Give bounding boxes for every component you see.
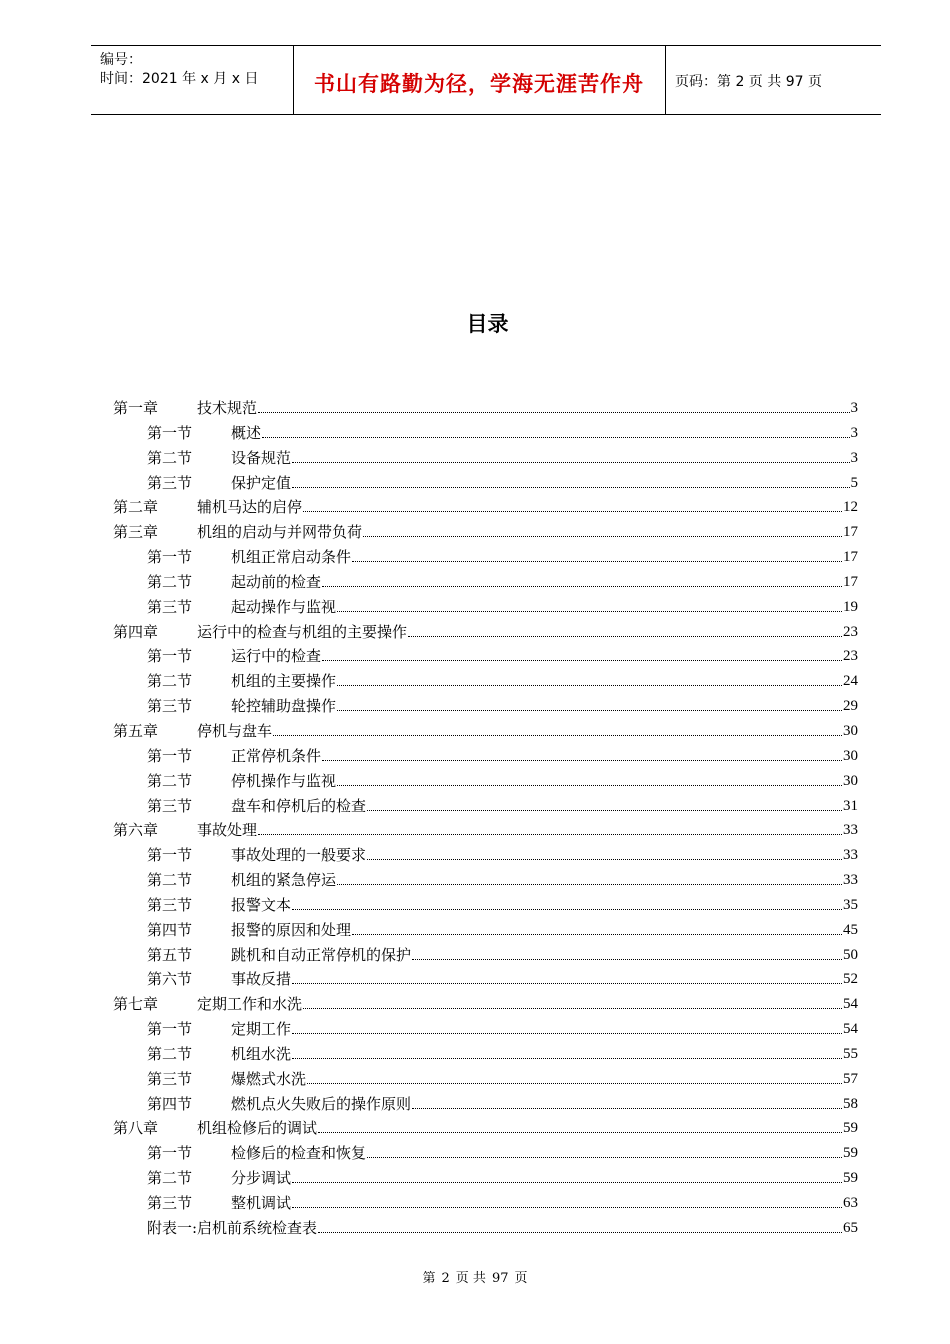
toc-entry[interactable] [113,895,858,920]
toc-entry-label: 第三节 [147,473,193,492]
motto: 书山有路勤为径，学海无涯苦作舟 [314,72,644,96]
toc-entry[interactable] [113,1143,858,1168]
toc-entry-page: 30 [843,747,858,764]
toc-leader-dots [367,809,842,811]
toc-entry-page: 63 [843,1195,858,1211]
toc-entry[interactable] [113,1044,858,1069]
toc-entry-label: 第二节 [147,448,193,467]
toc-entry-page: 3 [850,449,858,466]
toc-entry-page: 31 [843,797,858,814]
toc-entry-label: 第三节 [147,1194,193,1212]
toc-entry[interactable] [113,423,858,448]
toc-entry[interactable] [113,547,858,572]
toc-entry[interactable] [113,398,858,423]
toc-leader-dots [262,436,849,438]
toc-entry-page: 3 [850,424,858,441]
toc-entry-page: 52 [843,971,858,988]
toc-leader-dots [367,858,842,860]
toc-entry-label: 第三节 [147,895,193,914]
toc-entry[interactable] [113,945,858,970]
toc-entry-page: 5 [850,474,858,491]
toc-entry-label: 第四节 [147,1094,193,1113]
toc-entry-title: 机组水洗 [231,1044,292,1063]
toc-entry-label: 第三节 [147,697,193,716]
toc-entry[interactable] [113,1069,858,1094]
toc-leader-dots [363,535,842,537]
toc-entry[interactable] [113,994,858,1019]
page-info: 页码：第 2 页 共 97 页 [675,74,822,90]
header-meta-cell [91,46,294,114]
toc-entry[interactable] [113,1168,858,1193]
toc-entry-page: 45 [843,921,858,938]
page-footer [0,1267,950,1286]
toc-entry-page: 55 [843,1045,858,1062]
toc-entry-title: 燃机点火失败后的操作原则 [231,1094,412,1113]
footer-prefix: 第 [422,1271,436,1286]
toc-entry-title: 机组正常启动条件 [231,548,352,567]
toc-entry[interactable] [113,771,858,796]
toc-leader-dots [337,709,842,711]
toc-leader-dots [337,684,842,686]
toc-entry-title: 报警文本 [231,895,292,914]
toc-entry-page: 57 [843,1070,858,1087]
toc-entry-title: 正常停机条件 [231,746,322,765]
toc-entry[interactable] [113,1218,858,1243]
toc-entry[interactable] [113,845,858,870]
toc-entry-title: 设备规范 [231,448,292,467]
toc-entry-title: 盘车和停机后的检查 [231,796,367,815]
toc-entry-label: 第四节 [147,920,193,939]
toc-entry-title: 跳机和自动正常停机的保护 [231,945,412,964]
toc-entry-label: 第二节 [147,871,193,890]
toc-entry-label: 第三节 [147,796,193,815]
toc-entry[interactable] [113,497,858,522]
toc-entry-page: 58 [843,1095,858,1112]
toc-leader-dots [292,1181,842,1183]
toc-entry-page: 29 [843,698,858,715]
toc-entry-title: 机组的启动与并网带负荷 [197,523,363,542]
toc-entry-label: 第二节 [147,1169,193,1188]
toc-entry-title: 起动操作与监视 [231,597,337,616]
toc-entry-label: 第一节 [147,647,193,666]
toc-leader-dots [352,933,842,935]
toc-leader-dots [318,1231,842,1233]
toc-entry-title: 检修后的检查和恢复 [231,1144,367,1163]
toc-entry-label: 第二节 [147,672,193,691]
toc-entry-page: 33 [843,847,858,864]
toc-entry[interactable] [113,1019,858,1044]
toc-leader-dots [352,560,842,562]
toc-entry[interactable] [113,696,858,721]
toc-entry-title: 事故处理 [197,821,258,840]
toc-entry-page: 17 [843,549,858,566]
toc-leader-dots [367,1156,842,1158]
toc-entry[interactable] [113,671,858,696]
toc-entry-label: 第一章 [113,399,159,417]
toc-entry-title: 分步调试 [231,1169,292,1188]
toc-entry-label: 第七章 [113,995,159,1014]
toc-entry[interactable] [113,796,858,821]
toc-entry[interactable] [113,622,858,647]
toc-leader-dots [292,486,849,488]
toc-entry-label: 第一节 [147,548,193,567]
toc-leader-dots [337,610,842,612]
toc-entry-title: 机组检修后的调试 [197,1119,318,1138]
toc-entry[interactable] [113,597,858,622]
toc-entry-title: 附表一:启机前系统检查表 [147,1218,318,1237]
toc-leader-dots [292,461,849,463]
toc-leader-dots [318,1131,842,1133]
toc-entry-page: 30 [843,772,858,789]
toc-leader-dots [322,759,842,761]
toc-leader-dots [322,585,842,587]
toc-entry-page: 24 [843,673,858,690]
toc-leader-dots [307,1082,842,1084]
toc-leader-dots [303,1007,842,1009]
toc-entry-title: 概述 [231,423,262,442]
toc-leader-dots [292,982,842,984]
toc-entry-label: 第二节 [147,771,193,790]
toc-entry-title: 事故处理的一般要求 [231,846,367,865]
page-header [91,45,881,115]
toc-entry[interactable] [113,1118,858,1143]
toc-entry[interactable] [113,870,858,895]
footer-suffix: 页 [514,1271,528,1286]
footer-page: 2 [441,1271,450,1286]
toc-entry-label: 第一节 [147,746,193,765]
table-of-contents [113,398,858,1243]
toc-leader-dots [408,635,842,637]
toc-entry-page: 17 [843,573,858,590]
toc-leader-dots [292,908,842,910]
toc-entry-page: 33 [843,822,858,839]
toc-entry-page: 12 [843,499,858,516]
time-label: 时间：2021 年 x 月 x 日 [100,71,259,87]
toc-entry[interactable] [113,721,858,746]
toc-leader-dots [273,734,842,736]
toc-entry[interactable] [113,448,858,473]
toc-leader-dots [412,1107,842,1109]
toc-entry-page: 19 [843,598,858,615]
toc-entry-page: 3 [850,400,858,416]
toc-entry-page: 35 [843,896,858,913]
toc-entry-title: 运行中的检查 [231,647,322,666]
toc-entry-label: 第一节 [147,423,193,442]
toc-entry-page: 54 [843,1021,858,1038]
toc-entry[interactable] [113,820,858,845]
toc-entry-label: 第一节 [147,1144,193,1163]
toc-entry-page: 54 [843,996,858,1013]
toc-entry-page: 59 [843,1145,858,1162]
footer-total: 97 [491,1271,509,1286]
toc-entry-label: 第六章 [113,821,159,840]
toc-leader-dots [258,411,849,413]
footer-mid: 页 共 [455,1271,486,1286]
toc-entry-page: 17 [843,524,858,541]
toc-entry-label: 第三节 [147,597,193,616]
toc-entry-title: 保护定值 [231,473,292,492]
toc-entry[interactable] [113,522,858,547]
toc-entry-title: 轮控辅助盘操作 [231,697,337,716]
toc-leader-dots [322,659,842,661]
toc-entry[interactable] [113,646,858,671]
toc-entry-label: 第五章 [113,721,159,740]
toc-leader-dots [292,1057,842,1059]
toc-entry-page: 65 [843,1219,858,1236]
toc-entry-page: 23 [843,648,858,665]
toc-entry-title: 机组的紧急停运 [231,871,337,890]
toc-entry-title: 停机与盘车 [197,721,273,740]
toc-entry-label: 第二节 [147,1044,193,1063]
toc-entry[interactable] [113,969,858,994]
toc-entry-label: 第四章 [113,622,159,641]
toc-entry-title: 事故反措 [231,970,292,989]
toc-entry-title: 停机操作与监视 [231,771,337,790]
toc-entry[interactable] [113,1094,858,1119]
toc-entry[interactable] [113,920,858,945]
toc-entry-label: 第五节 [147,945,193,964]
toc-entry[interactable] [113,746,858,771]
toc-leader-dots [337,784,842,786]
toc-entry[interactable] [113,1193,858,1218]
toc-leader-dots [292,1206,842,1208]
toc-leader-dots [337,883,842,885]
toc-entry[interactable] [113,572,858,597]
toc-entry-label: 第二章 [113,498,159,517]
toc-entry-label: 第六节 [147,970,193,989]
toc-entry-title: 整机调试 [231,1194,292,1212]
toc-entry-label: 第一节 [147,846,193,865]
toc-entry-label: 第三节 [147,1069,193,1088]
toc-entry-title: 爆燃式水洗 [231,1069,307,1088]
toc-leader-dots [258,833,842,835]
header-page-cell [665,46,881,114]
toc-entry-label: 第二节 [147,572,193,591]
toc-entry-title: 定期工作和水洗 [197,995,303,1014]
page-title: 目录 [466,312,509,336]
header-motto-cell [293,46,666,114]
toc-entry-page: 59 [843,1120,858,1137]
toc-leader-dots [292,1032,842,1034]
toc-entry-page: 50 [843,946,858,963]
toc-entry-title: 报警的原因和处理 [231,920,352,939]
toc-entry[interactable] [113,473,858,498]
toc-entry-title: 定期工作 [231,1020,292,1039]
toc-entry-title: 机组的主要操作 [231,672,337,691]
toc-entry-title: 运行中的检查与机组的主要操作 [197,622,408,641]
toc-entry-page: 33 [843,872,858,889]
toc-entry-page: 23 [843,623,858,640]
toc-entry-page: 59 [843,1170,858,1187]
toc-entry-page: 30 [843,722,858,739]
code-label: 编号： [100,52,142,68]
toc-leader-dots [412,958,842,960]
toc-entry-title: 起动前的检查 [231,572,322,591]
toc-entry-label: 第八章 [113,1119,159,1138]
toc-entry-title: 辅机马达的启停 [197,498,303,517]
toc-entry-title: 技术规范 [197,399,258,417]
toc-entry-label: 第一节 [147,1020,193,1039]
toc-entry-label: 第三章 [113,523,159,542]
toc-leader-dots [303,510,842,512]
